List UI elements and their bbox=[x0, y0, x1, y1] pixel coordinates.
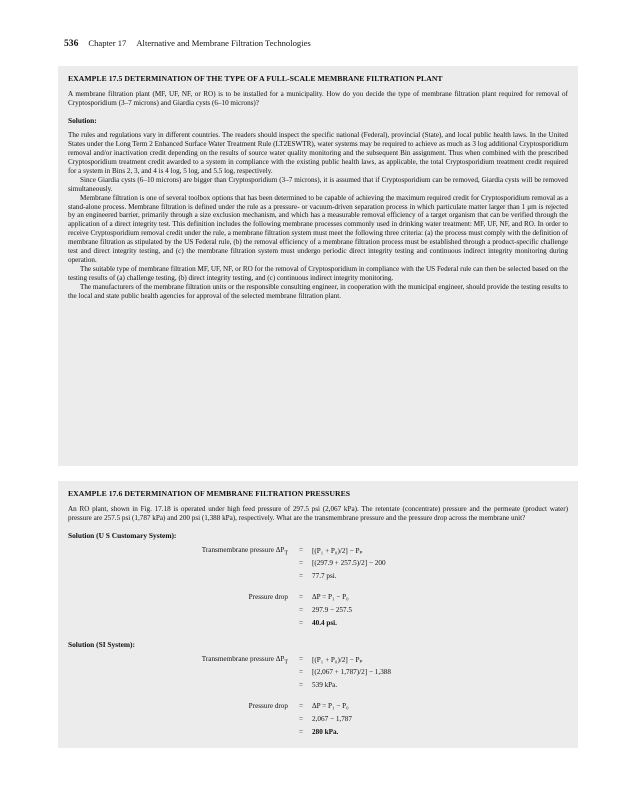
example-17-5-box bbox=[58, 66, 578, 466]
equation-line bbox=[68, 702, 568, 715]
pd-result: 40.4 psi. bbox=[312, 618, 337, 627]
equals-sign: = bbox=[299, 571, 304, 580]
solution-label: Solution: bbox=[68, 115, 97, 125]
pd-step: 2,067 − 1,787 bbox=[312, 714, 352, 723]
equation-line bbox=[68, 559, 568, 572]
tmp-subscript: T bbox=[284, 659, 288, 666]
page-number: 536 bbox=[64, 38, 79, 49]
example-question: A membrane filtration plant (MF, UF, NF, or RO) is to be installed for a municipality. How do you decide the type of membrane filtration plant required for removal of Cryptosporidium (3–7 microns) and Giardia cysts (6–10 microns)? bbox=[68, 90, 568, 107]
equation-line bbox=[68, 668, 568, 681]
equation-line bbox=[68, 619, 568, 632]
pd-label: Pressure drop bbox=[248, 701, 288, 710]
chapter-title: Alternative and Membrane Filtration Technologies bbox=[136, 38, 311, 48]
equals-sign: = bbox=[299, 727, 304, 736]
tmp-label: Transmembrane pressure ΔP bbox=[201, 545, 285, 554]
solution-paragraph-3: Membrane filtration is one of several toolbox options that has been determined to be capable of achieving the maximum required credit for Cryptosporidium removal as a stand-alone process. Membrane filtration is defined under the rule as a pressure- or vacuum-driven separation process in which particulate matter larger than 1 μm is rejected by an engineered barrier, primarily through a size exclusion mechanism, and which has a measurable removal efficiency of a target organism that can be verified through the application of a direct integrity test. This definition includes the following membrane processes commonly used in drinking water treatment: MF, UF, NF, and RO. In order to receive Cryptosporidium removal credit under the rule, a membrane filtration system must meet the following three criteria: (a) the process must comply with the definition of membrane filtration as stipulated by the US Federal rule, (b) the removal efficiency of a membrane filtration process must be established through a product-specific challenge test and direct integrity testing, and (c) the membrane filtration system must undergo periodic direct integrity testing and continuous indirect integrity monitoring during operation. bbox=[68, 193, 568, 265]
tmp-formula: [(P₁ + P₀)/2] − Pₚ bbox=[312, 655, 363, 664]
equation-line bbox=[68, 655, 568, 668]
tmp-result: 77.7 psi. bbox=[312, 571, 337, 580]
equation-line bbox=[68, 681, 568, 694]
pd-formula: ΔP = P₁ − P₀ bbox=[312, 701, 349, 710]
pd-result: 280 kPa. bbox=[312, 727, 339, 736]
example-title: EXAMPLE 17.6 DETERMINATION OF MEMBRANE FILTRATION PRESSURES bbox=[68, 489, 351, 498]
pd-step: 297.9 − 257.5 bbox=[312, 605, 352, 614]
tmp-formula: [(P₁ + P₀)/2] − Pₚ bbox=[312, 546, 363, 555]
si-solution-label: Solution (SI System): bbox=[68, 639, 135, 649]
tmp-step: [(2,067 + 1,787)/2] − 1,388 bbox=[312, 667, 391, 676]
solution-paragraph-4: The suitable type of membrane filtration MF, UF, NF, or RO for the removal of Cryptosporidium in compliance with the US Federal rule can then be selected based on the testing results of (a) challenge testing, (b) direct integrity testing, and (c) continuous indirect integrity monitoring. bbox=[68, 265, 568, 283]
equals-sign: = bbox=[299, 605, 304, 614]
pd-formula: ΔP = P₁ − P₀ bbox=[312, 592, 349, 601]
equation-line bbox=[68, 593, 568, 606]
equation-line bbox=[68, 606, 568, 619]
equals-sign: = bbox=[299, 545, 304, 554]
us-solution-label: Solution (U S Customary System): bbox=[68, 530, 177, 540]
solution-paragraph-5: The manufacturers of the membrane filtration units or the responsible consulting engineer, in cooperation with the municipal engineer, should provide the testing results to the local and state public health agencies for approval of the selected membrane filtration plant. bbox=[68, 283, 568, 301]
equals-sign: = bbox=[299, 558, 304, 567]
equals-sign: = bbox=[299, 654, 304, 663]
example-question: An RO plant, shown in Fig. 17.18 is operated under high feed pressure of 297.5 psi (2,067 kPa). The retentate (concentrate) pressure and the permeate (product water) pressure are 257.5 psi (1,787 kPa) and 200 psi (1,388 kPa), respectively. What are the transmembrane pressure and the pressure drop across the membrane unit? bbox=[68, 505, 568, 522]
tmp-step: [(297.9 + 257.5)/2] − 200 bbox=[312, 558, 386, 567]
example-title: EXAMPLE 17.5 DETERMINATION OF THE TYPE OF A FULL-SCALE MEMBRANE FILTRATION PLANT bbox=[68, 74, 443, 83]
example-17-6-box bbox=[58, 481, 578, 748]
equals-sign: = bbox=[299, 592, 304, 601]
tmp-result: 539 kPa. bbox=[312, 680, 338, 689]
equation-line bbox=[68, 572, 568, 585]
running-header bbox=[64, 38, 564, 49]
solution-paragraph-1: The rules and regulations vary in different countries. The readers should inspect the specific national (Federal), provincial (State), and local public health laws. In the United States under the Long Term 2 Enhanced Surface Water Treatment Rule (LT2ESWTR), water systems may be required to achieve as much as 3 log additional Cryptosporidium removal and/or inactivation credit depending on the results of source water quality monitoring and the subsequent Bin assignment. Thus when combined with the prescribed Cryptosporidium treatment credit awarded to a system in compliance with the existing public health laws, as applicable, the total Cryptosporidium treatment credit required for a system in Bins 2, 3, and 4 is 4 log, 5 log, and 5.5 log, respectively. bbox=[68, 130, 568, 175]
chapter-label: Chapter 17 bbox=[88, 38, 127, 48]
equals-sign: = bbox=[299, 714, 304, 723]
solution-paragraph-2: Since Giardia cysts (6–10 microns) are bigger than Cryptosporidium (3–7 microns), it is assumed that if Cryptosporidium can be removed, Giardia cysts will be removed simultaneously. bbox=[68, 175, 568, 193]
tmp-subscript: T bbox=[284, 550, 288, 557]
equals-sign: = bbox=[299, 618, 304, 627]
equation-line bbox=[68, 546, 568, 559]
equation-line bbox=[68, 728, 568, 741]
equation-line bbox=[68, 715, 568, 728]
tmp-label: Transmembrane pressure ΔP bbox=[201, 654, 285, 663]
equals-sign: = bbox=[299, 701, 304, 710]
equals-sign: = bbox=[299, 667, 304, 676]
pd-label: Pressure drop bbox=[248, 592, 288, 601]
equals-sign: = bbox=[299, 680, 304, 689]
